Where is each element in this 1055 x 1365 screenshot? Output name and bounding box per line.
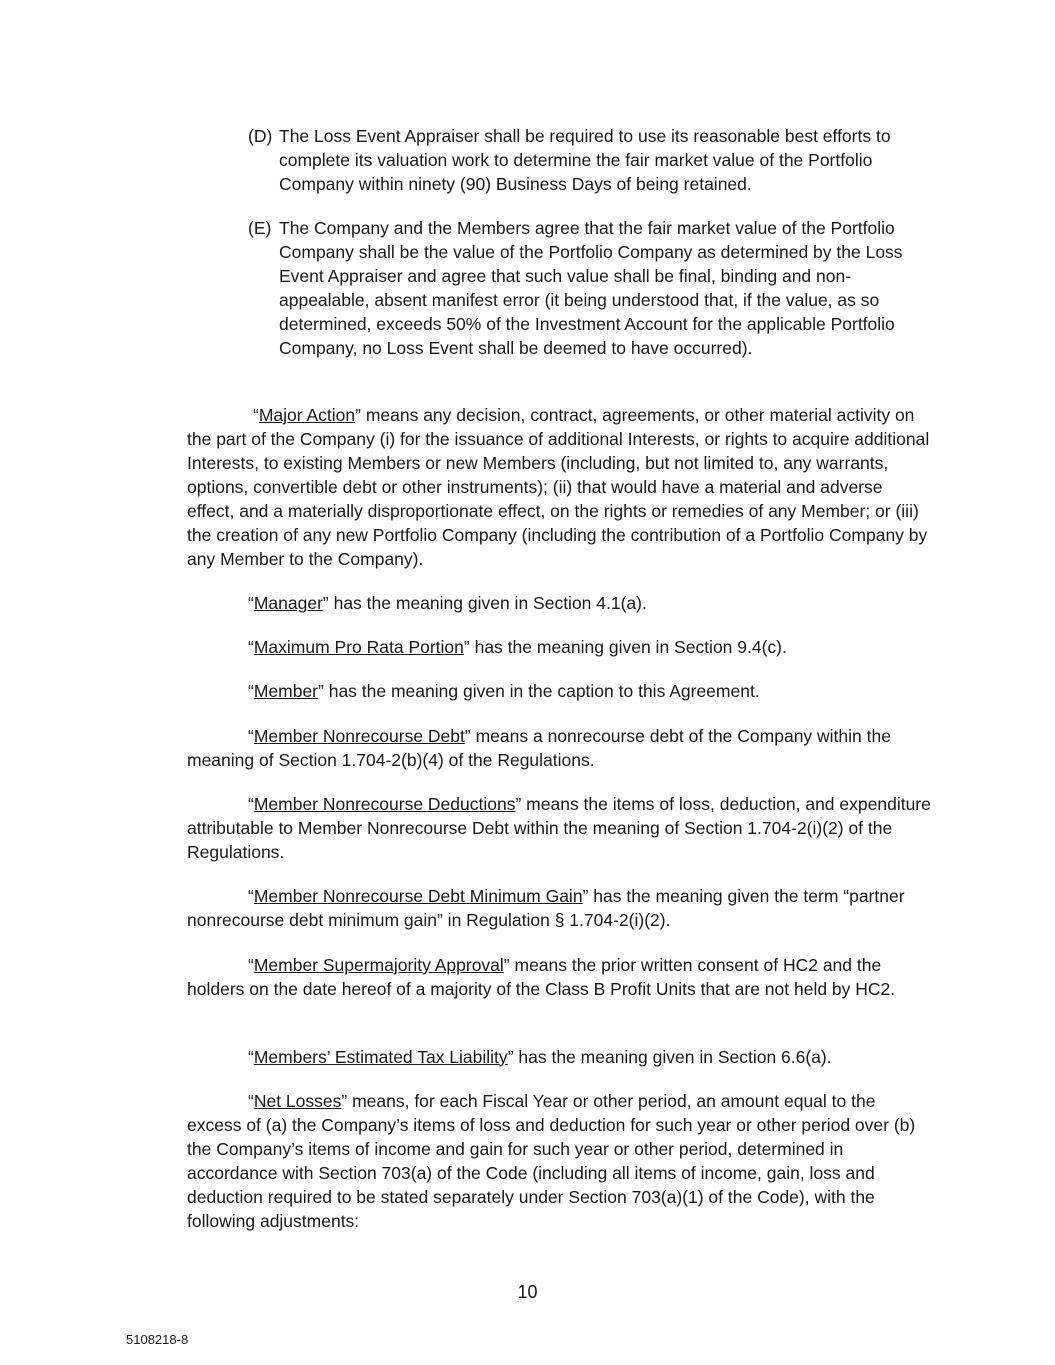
definition-major-action: “Major Action” means any decision, contract, agreements, or other material activity on the part of the Company (i) for the issuance of additional Interests, or rights to acquire additional Interests, to existing Members or new Members (including, but not limited to, any warrants, options, convertible debt or other instruments); (ii) that would have a material and adverse effect, and a materially disproportionate effect, on the rights or remedies of any Member; or (iii) the creation of any new Portfolio Company (including the contribution of a Portfolio Company by any Member to the Company).: [187, 405, 930, 569]
definition-maximum-pro-rata-portion: “Maximum Pro Rata Portion” has the meaning given in Section 9.4(c).: [248, 637, 787, 657]
clause-block: [187, 216, 932, 360]
defined-term: Major Action: [258, 405, 356, 425]
definition-text: has the meaning given in Section 4.1(a).: [328, 593, 647, 613]
defined-term: Member Nonrecourse Deductions: [253, 794, 516, 814]
definition-member-supermajority-approval: “Member Supermajority Approval” means the prior written consent of HC2 and the holders on the date hereof of a majority of the Class B Profit Units that are not held by HC2.: [187, 955, 896, 999]
definition-net-losses: “Net Losses” means, for each Fiscal Year or other period, an amount equal to the excess of (a) the Company’s items of loss and deduction for such year or other period over (b) the Company’s items of income and gain for such year or other period, determined in accordance with Section 703(a) of the Code (including all items of income, gain, loss and deduction required to be stated separately under Section 703(a)(1) of the Code), with the following adjustments:: [187, 1091, 916, 1231]
definition-member-nonrecourse-debt-minimum-gain: “Member Nonrecourse Debt Minimum Gain” has the meaning given the term “partner nonrecourse debt minimum gain” in Regulation § 1.704-2(i)(2).: [187, 886, 905, 930]
defined-term: Maximum Pro Rata Portion: [253, 637, 464, 657]
definition-member: “Member” has the meaning given in the caption to this Agreement.: [248, 681, 760, 701]
definition-text: means, for each Fiscal Year or other period, an amount equal to the excess of (a) the Company’s items of loss and deduction for such year or other period over (b) the Company’s items of income and gain for such year or other period, determined in accordance with Section 703(a) of the Code (including all items of income, gain, loss and deduction required to be stated separately under Section 703(a)(1) of the Code), with the following adjustments:: [187, 1091, 916, 1231]
definition-member-nonrecourse-debt: “Member Nonrecourse Debt” means a nonrecourse debt of the Company within the meaning of Section 1.704-2(b)(4) of the Regulations.: [187, 726, 891, 770]
definition-members-estimated-tax-liability: “Members’ Estimated Tax Liability” has the meaning given in Section 6.6(a).: [248, 1047, 832, 1067]
definition-text: means a nonrecourse debt of the Company within the meaning of Section 1.704-2(b)(4) of the Regulations.: [187, 726, 891, 770]
clause-label: (D): [248, 126, 273, 146]
clause-text: The Loss Event Appraiser shall be required to use its reasonable best efforts to complete its valuation work to determine the fair market value of the Portfolio Company within ninety (90) Business Days of being retained.: [279, 126, 891, 194]
definition-text: has the meaning given in the caption to this Agreement.: [323, 681, 760, 701]
definition-text: has the meaning given in Section 9.4(c).: [469, 637, 787, 657]
clause-label: (E): [248, 218, 272, 238]
clause-text: The Company and the Members agree that the fair market value of the Portfolio Company shall be the value of the Portfolio Company as determined by the Loss Event Appraiser and agree that such value shall be final, binding and non-appealable, absent manifest error (it being understood that, if the value, as so determined, exceeds 50% of the Investment Account for the applicable Portfolio Company, no Loss Event shall be deemed to have occurred).: [279, 218, 903, 358]
defined-term: Member Nonrecourse Debt: [253, 726, 465, 746]
definition-text: means any decision, contract, agreements, or other material activity on the part of the Company (i) for the issuance of additional Interests, or rights to acquire additional Interests, to existing Members or new Members (including, but not limited to, any warrants, options, convertible debt or other instruments); (ii) that would have a material and adverse effect, and a materially disproportionate effect, on the rights or remedies of any Member; or (iii) the creation of any new Portfolio Company (including the contribution of a Portfolio Company by any Member to the Company).: [187, 405, 930, 569]
defined-term: Manager: [253, 593, 323, 613]
defined-term: Member Nonrecourse Debt Minimum Gain: [253, 886, 583, 906]
document-id: 5108218-8: [126, 1332, 189, 1347]
definition-text: has the meaning given in Section 6.6(a).: [513, 1047, 832, 1067]
definition-text: has the meaning given the term “partner nonrecourse debt minimum gain” in Regulation § 1.704-2(i)(2).: [187, 886, 905, 930]
defined-term: Member: [253, 681, 319, 701]
definition-member-nonrecourse-deductions: “Member Nonrecourse Deductions” means the items of loss, deduction, and expenditure attributable to Member Nonrecourse Debt within the meaning of Section 1.704-2(i)(2) of the Regulations.: [187, 794, 931, 862]
clause-block: [187, 124, 932, 196]
definition-text: means the prior written consent of HC2 and the holders on the date hereof of a majority of the Class B Profit Units that are not held by HC2.: [187, 955, 896, 999]
clause-d: [187, 124, 932, 196]
clause-e: [187, 216, 932, 360]
definition-manager: “Manager” has the meaning given in Section 4.1(a).: [248, 593, 647, 613]
definition-text: means the items of loss, deduction, and expenditure attributable to Member Nonrecourse Debt within the meaning of Section 1.704-2(i)(2) of the Regulations.: [187, 794, 931, 862]
page-number: 10: [517, 1282, 538, 1302]
defined-term: Member Supermajority Approval: [253, 955, 504, 975]
defined-term: Members’ Estimated Tax Liability: [253, 1047, 508, 1067]
defined-term: Net Losses: [253, 1091, 342, 1111]
